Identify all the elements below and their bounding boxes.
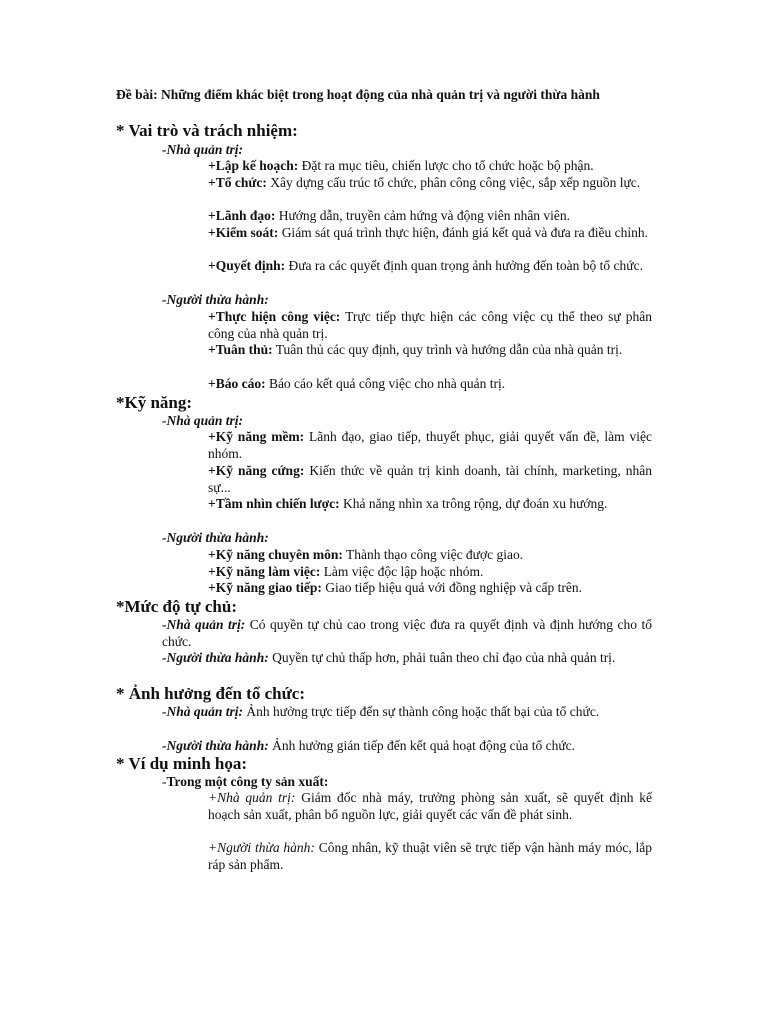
item-label: +Nhà quản trị: xyxy=(208,790,296,805)
roles-worker-label: -Người thừa hành: xyxy=(162,292,269,307)
section-heading-impact: * Ảnh hưởng đến tổ chức: xyxy=(116,684,305,703)
item-label: -Người thừa hành: xyxy=(162,738,269,753)
roles-worker-item xyxy=(208,376,652,393)
roles-worker-item xyxy=(208,309,652,342)
item-text: Đưa ra các quyết định quan trọng ảnh hưởng đến toàn bộ tổ chức. xyxy=(285,258,643,273)
roles-manager-item xyxy=(208,225,652,242)
example-manager xyxy=(208,790,652,823)
item-label: +Kỹ năng chuyên môn: xyxy=(208,547,343,562)
skills-manager-label: -Nhà quản trị: xyxy=(162,413,244,428)
roles-manager-item xyxy=(208,158,652,175)
item-label: -Người thừa hành: xyxy=(162,650,269,665)
item-text: Ảnh hưởng trực tiếp đến sự thành công hoặc thất bại của tổ chức. xyxy=(243,704,600,719)
item-text: Ảnh hưởng gián tiếp đến kết quả hoạt động của tổ chức. xyxy=(268,738,576,753)
item-text: Quyền tự chủ thấp hơn, phải tuân theo chỉ đạo của nhà quản trị. xyxy=(268,650,616,665)
item-text: Khả năng nhìn xa trông rộng, dự đoán xu hướng. xyxy=(339,496,608,511)
item-label: -Nhà quản trị: xyxy=(162,617,246,632)
context-prefix: - xyxy=(162,774,167,789)
item-text: Làm việc độc lập hoặc nhóm. xyxy=(320,564,484,579)
item-text: Có quyền tự chủ cao trong việc đưa ra quyết định và định hướng cho tổ chức. xyxy=(162,617,652,649)
item-text: Tuân thủ các quy định, quy trình và hướng dẫn của nhà quản trị. xyxy=(272,342,623,357)
item-text: Công nhân, kỹ thuật viên sẽ trực tiếp vận hành máy móc, lắp ráp sản phẩm. xyxy=(208,840,652,872)
item-label: +Kỹ năng giao tiếp: xyxy=(208,580,322,595)
impact-worker xyxy=(162,738,652,755)
item-text: Kiến thức về quản trị kinh doanh, tài chính, marketing, nhân sự... xyxy=(208,463,652,495)
item-text: Báo cáo kết quả công việc cho nhà quản trị. xyxy=(265,376,506,391)
roles-manager-item xyxy=(208,208,652,225)
example-worker xyxy=(208,840,652,873)
roles-worker-item xyxy=(208,342,652,359)
roles-manager-label: -Nhà quản trị: xyxy=(162,142,244,157)
item-text: Trực tiếp thực hiện các công việc cụ thể theo sự phân công của nhà quản trị. xyxy=(208,309,652,341)
example-context xyxy=(162,774,652,791)
item-label: +Kiểm soát: xyxy=(208,225,279,240)
autonomy-worker xyxy=(162,650,652,667)
item-label: +Lãnh đạo: xyxy=(208,208,276,223)
item-text: Đặt ra mục tiêu, chiến lược cho tổ chức hoặc bộ phận. xyxy=(298,158,594,173)
context-text: Trong một công ty sản xuất: xyxy=(166,774,329,789)
item-label: +Kỹ năng làm việc: xyxy=(208,564,321,579)
section-heading-skills: *Kỹ năng: xyxy=(116,393,193,412)
item-text: Giao tiếp hiệu quả với đồng nghiệp và cấp trên. xyxy=(321,580,583,595)
item-text: Thành thạo công việc được giao. xyxy=(342,547,524,562)
item-label: +Thực hiện công việc: xyxy=(208,309,341,324)
item-label: +Kỹ năng mềm: xyxy=(208,429,305,444)
autonomy-manager xyxy=(162,617,652,650)
item-text: Xây dựng cấu trúc tổ chức, phân công công việc, sắp xếp nguồn lực. xyxy=(266,175,641,190)
section-heading-autonomy: *Mức độ tự chủ: xyxy=(116,597,237,616)
skills-manager-item xyxy=(208,429,652,462)
impact-manager xyxy=(162,704,652,721)
item-label: +Tầm nhìn chiến lược: xyxy=(208,496,340,511)
skills-worker-item xyxy=(208,564,652,581)
item-label: +Tuân thủ: xyxy=(208,342,273,357)
skills-manager-item xyxy=(208,463,652,496)
skills-manager-item xyxy=(208,496,652,513)
roles-manager-item xyxy=(208,258,652,275)
section-heading-roles: * Vai trò và trách nhiệm: xyxy=(116,121,298,140)
item-label: +Kỹ năng cứng: xyxy=(208,463,305,478)
item-label: +Lập kế hoạch: xyxy=(208,158,299,173)
item-label: +Báo cáo: xyxy=(208,376,266,391)
roles-manager-item xyxy=(208,175,652,192)
item-label: -Nhà quản trị: xyxy=(162,704,244,719)
item-text: Hướng dẫn, truyền cảm hứng và động viên nhân viên. xyxy=(275,208,571,223)
skills-worker-item xyxy=(208,547,652,564)
item-label: +Quyết định: xyxy=(208,258,286,273)
item-text: Giám đốc nhà máy, trưởng phòng sản xuất, sẽ quyết định kế hoạch sản xuất, phân bổ nguồn lực, giải quyết các vấn đề phát sinh. xyxy=(208,790,652,822)
item-label: +Tổ chức: xyxy=(208,175,267,190)
item-text: Lãnh đạo, giao tiếp, thuyết phục, giải quyết vấn đề, làm việc nhóm. xyxy=(208,429,652,461)
page-title: Đề bài: Những điểm khác biệt trong hoạt động của nhà quản trị và người thừa hành xyxy=(116,87,600,102)
item-text: Giám sát quá trình thực hiện, đánh giá kết quả và đưa ra điều chỉnh. xyxy=(278,225,648,240)
skills-worker-item xyxy=(208,580,652,597)
item-label: +Người thừa hành: xyxy=(208,840,315,855)
skills-worker-label: -Người thừa hành: xyxy=(162,530,269,545)
section-heading-example: * Ví dụ minh họa: xyxy=(116,754,248,773)
